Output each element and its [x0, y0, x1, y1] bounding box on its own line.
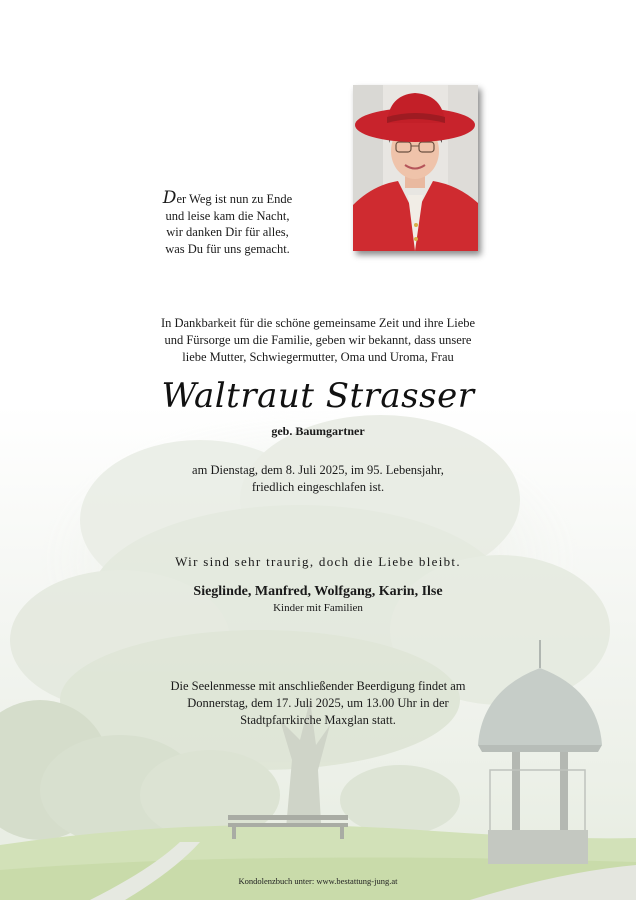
- poem: [130, 190, 325, 257]
- poem-line-3: wir danken Dir für alles,: [166, 225, 289, 239]
- poem-line-1: [130, 190, 325, 208]
- death-notice-line-2: friedlich eingeschlafen ist.: [251, 480, 385, 494]
- death-notice: [150, 462, 486, 496]
- portrait-photo: [353, 85, 478, 251]
- poem-line-2: und leise kam die Nacht,: [165, 208, 290, 223]
- poem-line-4: was Du für uns gemacht.: [165, 241, 290, 256]
- family-subtitle: Kinder mit Familien: [273, 602, 363, 614]
- deceased-name: Waltraut Strasser: [161, 376, 475, 416]
- intro-line-2: und Fürsorge um die Familie, geben wir bekannt, dass unsere: [164, 333, 472, 347]
- intro-text: [140, 315, 496, 366]
- intro-line-1: In Dankbarkeit für die schöne gemeinsame Zeit und ihre Liebe: [160, 316, 476, 330]
- funeral-service-info: [150, 678, 486, 729]
- poem-line-1-text: er Weg ist nun zu Ende: [176, 192, 293, 206]
- mourning-quote: Wir sind sehr traurig, doch die Liebe bleibt.: [175, 554, 461, 569]
- intro-line-3: liebe Mutter, Schwiegermutter, Oma und Uroma, Frau: [182, 350, 454, 364]
- service-line-3: Stadtpfarrkirche Maxglan statt.: [240, 713, 396, 727]
- poem-dropcap: D: [162, 188, 177, 208]
- condolence-book-footer: Kondolenzbuch unter: www.bestattung-jung.at: [238, 876, 398, 886]
- maiden-name: geb. Baumgartner: [271, 424, 365, 438]
- death-notice-line-1: am Dienstag, dem 8. Juli 2025, im 95. Lebensjahr,: [192, 463, 444, 477]
- family-names: Sieglinde, Manfred, Wolfgang, Karin, Ilse: [193, 584, 443, 599]
- service-line-2: Donnerstag, dem 17. Juli 2025, um 13.00 Uhr in der: [187, 696, 449, 710]
- service-line-1: Die Seelenmesse mit anschließender Beerdigung findet am: [170, 679, 466, 693]
